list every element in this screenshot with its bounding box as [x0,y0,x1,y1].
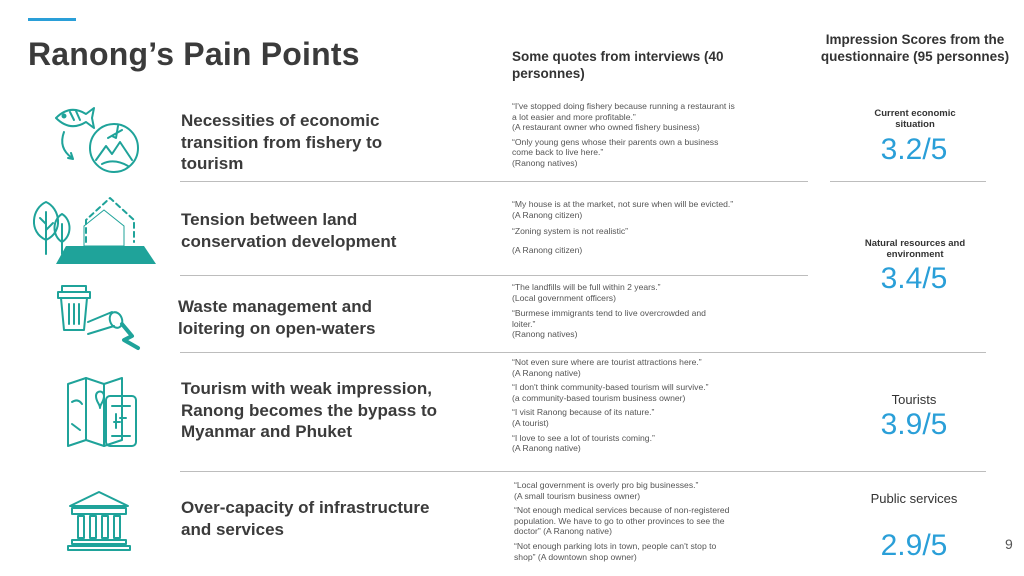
quote: (A Ranong citizen) [512,244,583,255]
quote: “Not even sure where are tourist attractions here.” (A Ranong native) [512,357,702,378]
score-value: 3.4/5 [880,262,948,295]
row-divider [180,181,808,182]
quote: “Not enough parking lots in town, people can't stop to shop” (A downtown shop owner) [514,540,717,562]
waste-bin-icon [54,284,144,354]
row-divider [180,471,986,472]
pain-point-title: Over-capacity of infrastructure and services [181,498,430,539]
score-label: Tourists [891,392,937,407]
quote: “I visit Ranong because of its nature.” (A tourist) [512,407,655,428]
quote: “The landfills will be full within 2 years.” (Local government officers) [512,282,661,303]
quote-group [512,282,802,344]
quote: “Only young gens whose their parents own a business come back to live here.” (Ranong natives) [512,136,719,168]
pain-point-title: Tension between land conservation development [181,210,397,251]
score-value: 3.2/5 [880,133,948,166]
score-label: Current economic situation [874,108,956,130]
score-label: Natural resources and environment [864,238,966,260]
slide-title: Ranong’s Pain Points [28,36,360,72]
quotes-column-header: Some quotes from interviews (40 personnes) [512,49,724,81]
row-divider [180,275,808,276]
quote: “Not enough medical services because of non-registered population. We have to go to other provinces to see the doctor” (A Ranong native) [514,505,730,537]
pain-point-title: Tourism with weak impression, Ranong becomes the bypass to Myanmar and Phuket [181,379,437,441]
fish-to-tourism-icon [48,98,150,178]
land-conservation-icon [26,190,158,268]
pain-point-title: Necessities of economic transition from fishery to tourism [181,111,383,173]
page-number: 9 [1005,536,1013,552]
row-divider [180,352,986,353]
quote-group [512,357,802,458]
title-accent-line [28,18,76,21]
quote: “I've stopped doing fishery because running a restaurant is a lot easier and more profitable.” (A restaurant owner who owned fishery business) [512,101,735,133]
quote-group [514,480,804,562]
score-divider [830,181,986,182]
map-phone-icon [64,374,142,450]
pain-point-title: Waste management and loitering on open-waters [178,297,376,338]
quote: “I don't think community-based tourism will survive.” (a community-based tourism business owner) [512,382,709,403]
score-value: 2.9/5 [880,529,948,562]
quote: “My house is at the market, not sure when will be evicted.” (A Ranong citizen) [512,199,734,220]
quote: “Burmese immigrants tend to live overcrowded and loiter.” (Ranong natives) [512,308,706,340]
scores-column-header: Impression Scores from the questionnaire (95 personnes) [820,32,1010,64]
quote-group [512,101,802,173]
quote: “I love to see a lot of tourists coming.” (A Ranong native) [512,432,655,454]
government-building-icon [66,488,132,552]
quote: “Local government is overly pro big businesses.” (A small tourism business owner) [514,480,699,501]
quote-group [512,199,802,259]
quote: “Zoning system is not realistic” [512,226,629,237]
score-value: 3.9/5 [880,408,948,441]
score-label: Public services [870,491,958,506]
